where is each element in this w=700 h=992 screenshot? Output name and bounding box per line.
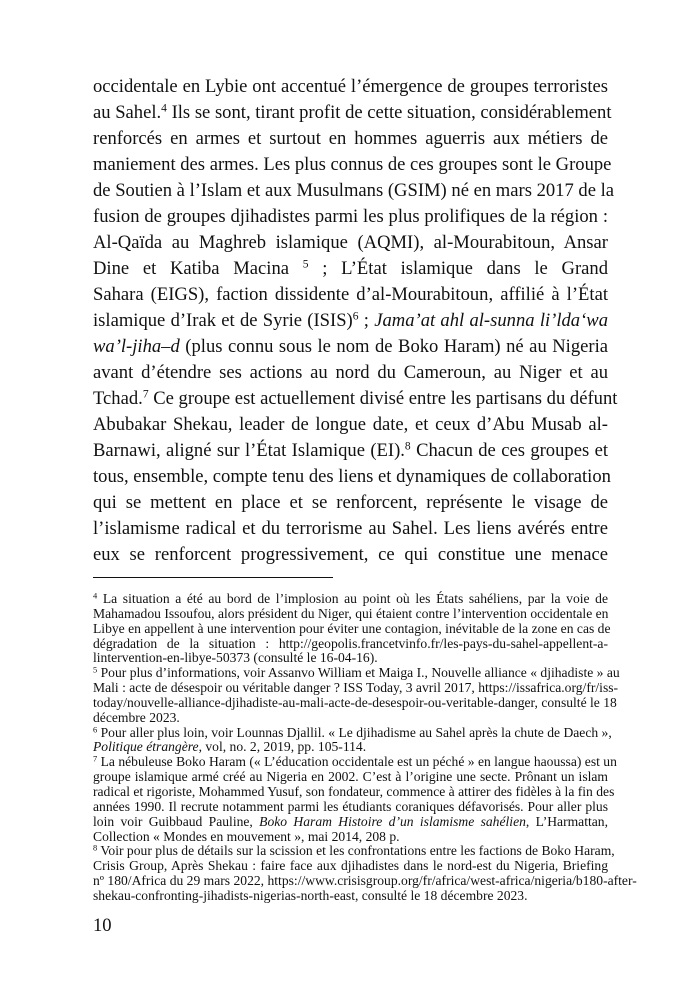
text-segment: Crisis Group, Après Shekau : faire face aux djihadistes dans le nord-est du Nigeria, Briefing bbox=[93, 858, 608, 874]
footnote-ref: 6 bbox=[93, 723, 98, 734]
text-segment: dégradation de la situation : http://geopolis.francetvinfo.fr/les-pays-du-sahel-appellent-a- bbox=[93, 635, 608, 651]
text-segment: La situation a été au bord de l’implosion au point où les États sahéliens, par la voie de bbox=[97, 591, 608, 606]
footnote-ref: 4 bbox=[161, 102, 167, 115]
text-segment: tous, ensemble, compte tenu des liens et dynamiques de collaboration bbox=[93, 466, 611, 487]
footnote-8 bbox=[93, 842, 637, 903]
footnote-separator bbox=[93, 577, 333, 578]
text-line bbox=[93, 651, 608, 666]
text-segment: ; bbox=[358, 310, 375, 331]
text-segment: Boko Haram Histoire d’un islamisme sahélien bbox=[259, 813, 526, 829]
text-segment: ; L’État islamique dans le Grand bbox=[308, 258, 608, 279]
text-segment: Barnawi, aligné sur l’État Islamique (EI). bbox=[93, 440, 405, 461]
text-line bbox=[93, 464, 611, 490]
text-line bbox=[93, 178, 615, 204]
text-line bbox=[93, 873, 637, 889]
text-segment: Chacun de ces groupes et bbox=[410, 440, 608, 461]
text-line bbox=[93, 386, 618, 412]
text-segment: eux se renforcent progressivement, ce qui constitue une menace bbox=[93, 544, 608, 565]
text-line bbox=[93, 204, 608, 230]
text-segment: today/nouvelle-alliance-djihadiste-au-mali-acte-de-desespoir-ou-veritable-danger, consulté le 18 bbox=[93, 694, 617, 710]
text-line bbox=[93, 607, 608, 622]
text-line bbox=[93, 815, 608, 830]
text-segment: l’islamisme radical et du terrorisme au Sahel. Les liens avérés entre bbox=[93, 518, 608, 539]
text-segment: Ils se sont, tirant profit de cette situation, considérablement bbox=[166, 102, 612, 123]
text-line bbox=[93, 753, 617, 770]
text-segment: maniement des armes. Les plus connus de ces groupes sont le Groupe bbox=[93, 154, 612, 175]
footnotes bbox=[93, 590, 637, 904]
page-number: 10 bbox=[93, 915, 112, 936]
text-segment: nº 180/Africa du 29 mars 2022, https://www.crisisgroup.org/fr/africa/west-africa/nigeria/b180-after- bbox=[93, 873, 637, 889]
text-segment: avant d’étendre ses actions au nord du Cameroun, au Niger et au bbox=[93, 362, 608, 383]
text-line bbox=[93, 800, 608, 815]
text-segment: wa’l-jiha–d bbox=[93, 336, 180, 357]
text-line bbox=[93, 100, 612, 126]
text-line bbox=[93, 711, 608, 726]
footnote-ref: 6 bbox=[352, 310, 359, 323]
footnote-6 bbox=[93, 723, 612, 756]
text-segment: Pour plus d’informations, voir Assanvo William et Maiga I., Nouvelle alliance « djihadiste » au bbox=[97, 665, 620, 681]
text-line bbox=[93, 126, 608, 152]
text-segment: shekau-confronting-jihadists-nigerias-north-east, consulté le 18 décembre 2023. bbox=[93, 887, 528, 903]
text-line bbox=[93, 256, 608, 282]
text-segment: Tchad. bbox=[93, 388, 143, 409]
text-segment: renforcés en armes et surtout en hommes aguerris aux métiers de bbox=[93, 128, 608, 149]
text-line bbox=[93, 664, 620, 681]
text-line bbox=[93, 152, 612, 178]
text-segment: Voir pour plus de détails sur la scission et les confrontations entre les factions de Boko Haram, bbox=[97, 843, 615, 859]
footnote-ref: 8 bbox=[404, 440, 411, 453]
text-segment: radical et rigoriste, Mohammed Yusuf, son fondateur, commence à attirer des fidèles à la fin des bbox=[93, 783, 615, 799]
text-segment: Al-Qaïda au Maghreb islamique (AQMI), al-Mourabitoun, Ansar bbox=[93, 232, 608, 253]
text-line bbox=[93, 438, 608, 464]
text-segment: Politique étrangère bbox=[93, 739, 199, 755]
text-line bbox=[93, 516, 608, 542]
text-segment: fusion de groupes djihadistes parmi les plus prolifiques de la région : bbox=[93, 206, 608, 227]
text-segment: , L’Harmattan, bbox=[525, 813, 608, 829]
text-segment: groupe islamique armé créé au Nigeria en 2002. C’est à l’origine une secte. Prônant un islam bbox=[93, 769, 608, 785]
text-line bbox=[93, 74, 608, 100]
footnote-ref: 5 bbox=[93, 664, 98, 675]
text-segment: Libye en appellent à une intervention pour éviter une contagion, inévitable de la zone en cas de bbox=[93, 620, 611, 636]
footnote-ref: 5 bbox=[302, 258, 309, 271]
text-line bbox=[93, 889, 608, 904]
text-segment: Sahara (EIGS), faction dissidente d’al-Mourabitoun, affilié à l’État bbox=[93, 284, 608, 305]
text-segment: Collection « Mondes en mouvement », mai 2014, 208 p. bbox=[93, 828, 400, 844]
text-segment: Abubakar Shekau, leader de longue date, et ceux d’Abu Musab al- bbox=[93, 414, 608, 435]
footnote-ref: 7 bbox=[142, 388, 149, 401]
text-segment: décembre 2023. bbox=[93, 709, 180, 725]
text-segment: , vol, no. 2, 2019, pp. 105-114. bbox=[198, 739, 367, 755]
text-line bbox=[93, 230, 608, 256]
text-line bbox=[93, 334, 608, 360]
text-segment: La nébuleuse Boko Haram (« L’éducation occidentale est un péché » en langue haoussa) est un bbox=[97, 754, 617, 770]
footnote-4 bbox=[93, 590, 611, 666]
text-line bbox=[93, 770, 608, 785]
text-segment: lintervention-en-libye-50373 (consulté le 16-04-16). bbox=[93, 650, 378, 666]
text-line bbox=[93, 783, 615, 800]
text-segment: loin voir Guibbaud Pauline, bbox=[93, 813, 260, 829]
text-segment: années 1990. Il recrute notamment parmi les étudiants coraniques défavorisés. Pour aller plus bbox=[93, 798, 608, 814]
text-line bbox=[93, 723, 612, 741]
text-segment: au Sahel. bbox=[93, 102, 162, 123]
text-line bbox=[93, 308, 608, 334]
footnote-5 bbox=[93, 664, 620, 725]
text-segment: Dine et Katiba Macina bbox=[93, 258, 303, 279]
body-paragraph bbox=[93, 74, 618, 568]
text-segment: (plus connu sous le nom de Boko Haram) né au Nigeria bbox=[179, 336, 608, 357]
text-line bbox=[93, 859, 608, 874]
text-segment: Mali : acte de désespoir ou véritable danger ? ISS Today, 3 avril 2017, https://issafrica.org/fr/iss- bbox=[93, 680, 619, 696]
text-line bbox=[93, 842, 615, 859]
footnote-ref: 4 bbox=[93, 590, 98, 601]
text-segment: Pour aller plus loin, voir Lounnas Djallil. « Le djihadisme au Sahel après la chute de Daech », bbox=[97, 724, 612, 740]
text-segment: Ce groupe est actuellement divisé entre les partisans du défunt bbox=[148, 388, 618, 409]
text-segment: Mahamadou Issoufou, alors président du Niger, qui étaient contre l’intervention occidentale en bbox=[93, 605, 609, 621]
footnote-ref: 7 bbox=[93, 753, 98, 764]
footnote-7 bbox=[93, 753, 617, 844]
text-line bbox=[93, 490, 608, 516]
text-segment: Jama’at ahl al-sunna li’lda‘wa bbox=[374, 310, 608, 331]
text-line bbox=[93, 694, 617, 711]
text-line bbox=[93, 282, 608, 308]
text-segment: de Soutien à l’Islam et aux Musulmans (GSIM) né en mars 2017 de la bbox=[93, 180, 615, 201]
footnote-ref: 8 bbox=[93, 842, 98, 853]
text-segment: islamique d’Irak et de Syrie (ISIS) bbox=[93, 310, 353, 331]
text-segment: qui se mettent en place et se renforcent, représente le visage de bbox=[93, 492, 608, 513]
text-line bbox=[93, 637, 608, 652]
text-segment: occidentale en Lybie ont accentué l’émergence de groupes terroristes bbox=[93, 76, 608, 97]
text-line bbox=[93, 680, 619, 696]
text-line bbox=[93, 360, 608, 386]
text-line bbox=[93, 412, 608, 438]
text-line bbox=[93, 620, 611, 637]
text-line bbox=[93, 542, 608, 568]
text-line bbox=[93, 592, 608, 607]
